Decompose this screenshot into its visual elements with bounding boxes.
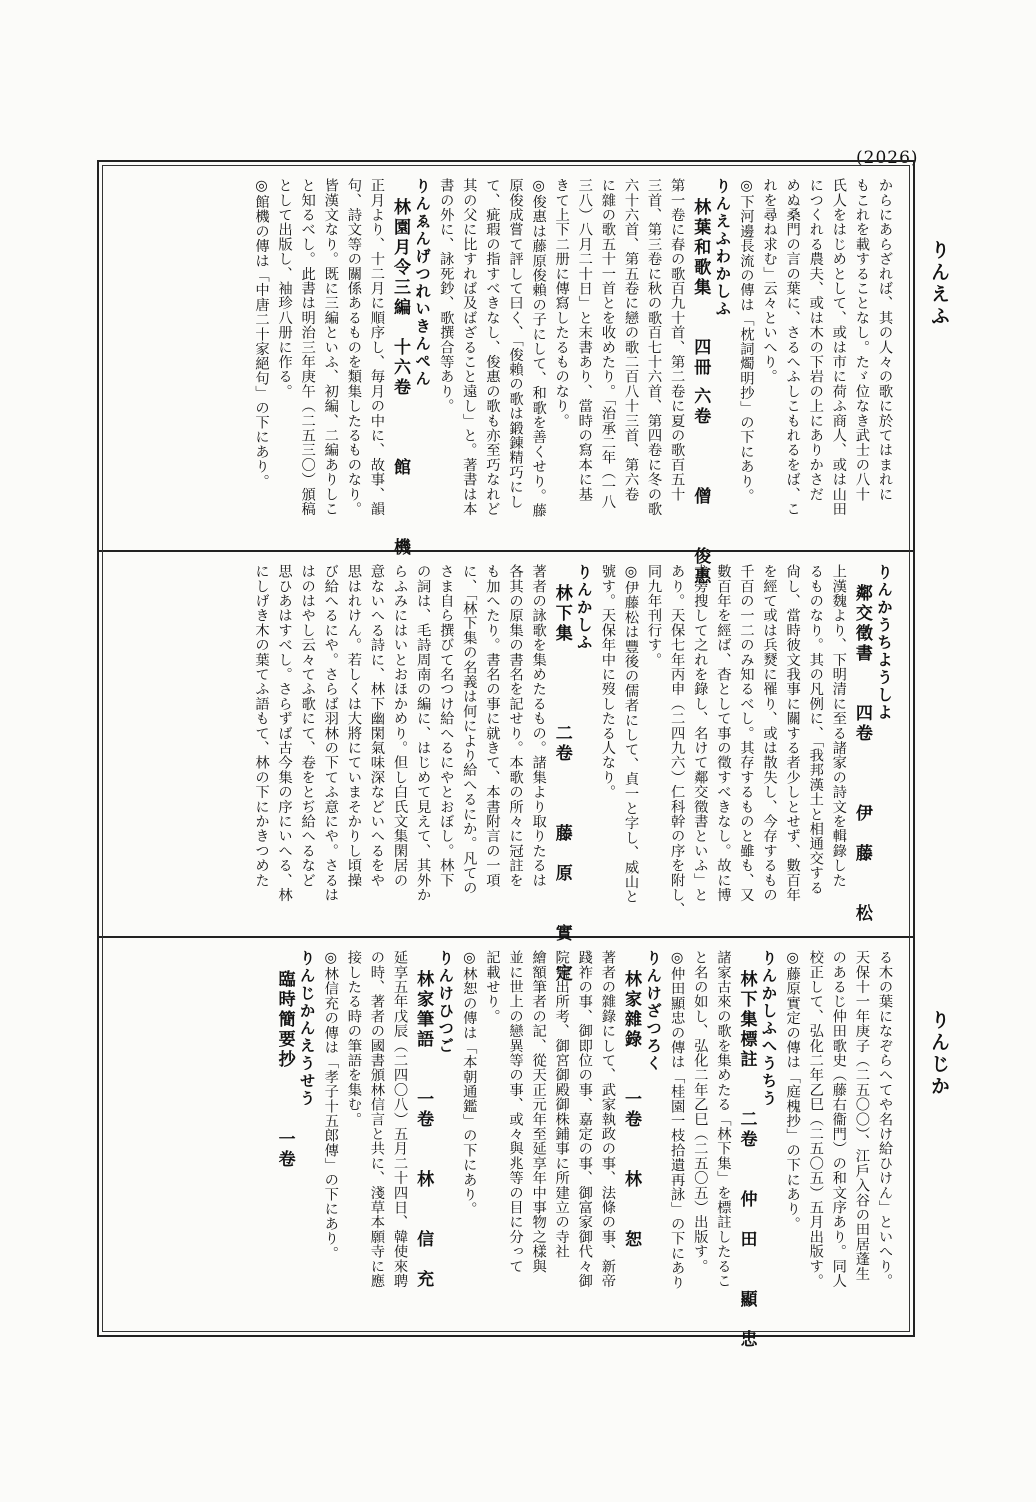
text-line: 繪額筆者の記、從天正元年至延享年中事物之樣與: [530, 950, 547, 1274]
biography-note: ◎藤原實定の傳は「庭槐抄」の下にあり。: [784, 950, 801, 1231]
text-line: 各其の原集の書名を記せり。本歌の所々に冠註を: [507, 564, 524, 888]
biography-note: ◎下河邊長流の傳は「枕詞燭明抄」の下にあり。: [738, 178, 755, 504]
biography-note: ◎俊惠は藤原俊賴の子にして、和歌を善くせり。藤: [530, 178, 547, 518]
entry-reading: りんかしふへうちう: [759, 950, 779, 1108]
text-line: からにあらざれば、其の人々の歌に於てはまれに: [877, 178, 893, 502]
text-line: として出版し、袖珍八册に作る。: [276, 178, 293, 399]
text-line: あり。天保七年丙申（二四九六）仁科幹の序を附し、: [669, 564, 686, 917]
text-line: 數百年を經ば、杳として事の徵すべきなし。故に博: [715, 564, 732, 903]
biography-note: ◎林信充の傳は「孝子十五郎傳」の下にあり。: [322, 950, 339, 1261]
text-line: にしげき木の葉てふ語もて、林の下にかきつめた: [253, 564, 270, 888]
text-line: 千百の一二のみ知るべし。其存するものと雖も、又: [738, 564, 755, 903]
section-bottom: [118, 950, 896, 1350]
entry-reading: りんかうちようしよ: [875, 564, 894, 722]
text-line: と名の如し、弘化二年乙巳（二五〇五）出版す。: [692, 950, 709, 1274]
text-line: 上漢魏より、下明清に至る諸家の詩文を輯錄した: [830, 564, 847, 888]
text-line: 號す。天保年中に歿したる人なり。: [599, 564, 616, 800]
entry-reading: りんけざつろく: [644, 950, 664, 1073]
text-line: 思はれけん。若しくは大將にていまそかりし頃操: [345, 564, 362, 888]
text-line: 記載せり。: [484, 950, 501, 1024]
text-line: につくれる農夫、或は木の下岩の上にありかさだ: [807, 178, 824, 502]
text-line: 正月より、十二月に順序し、毎月の中に、故事、韻: [368, 178, 385, 517]
text-line: と知るべし。此書は明治三年庚午（二五三〇）頒稿: [299, 178, 316, 517]
text-line: きて上下二册に傳寫したるものなり。: [553, 178, 570, 428]
section-divider-1: [99, 550, 913, 552]
text-line: のあるじ仲田歌史（藤右衞門）の和文序あり。同人: [830, 950, 847, 1289]
text-line: 句、詩文等の關係あるものを類集したるものなり。: [345, 178, 362, 517]
margin-heading-rinefu: りんえふ: [928, 240, 950, 328]
text-line: めぬ桑門の言の葉に、さるへふしこもれるをば、こ: [784, 178, 801, 517]
section-middle: [118, 564, 896, 984]
text-line: 思ひあはすべし。さらずば古今集の序にいへる、林: [276, 564, 293, 903]
text-line: を經て或は兵燹に罹り、或は散失し、今存するもの: [761, 564, 778, 903]
entry-title: 林家筆語 一卷 林 信 充: [413, 950, 434, 1290]
text-line: 六十六首、第五卷に戀の歌二百八十三首、第六卷: [622, 178, 639, 502]
entry-reading: りんかしふ: [574, 564, 594, 652]
text-line: る木の葉になぞらへてや名け給ひけん」といへり。: [877, 950, 893, 1289]
text-line: 原俊成嘗て評して曰く、「俊賴の歌は鍛錬精巧にし: [507, 178, 524, 509]
entry-reading: りんゑんげつれいきんぺん: [413, 178, 433, 388]
text-line: 校正して、弘化二年乙巳（二五〇五）五月出版す。: [807, 950, 824, 1289]
text-line: 著者の雜錄にして、武家執政の事、法條の事、新帝: [599, 950, 616, 1289]
text-line: 接したる時の筆語を集む。: [345, 950, 362, 1127]
text-line: に雜の歌五十一首とを收めたり。「治承二年（一八: [599, 178, 616, 509]
text-line: 並に世上の戀異等の事、或々與兆等の目に分って: [507, 950, 524, 1274]
text-line: 同九年刊行す。: [646, 564, 663, 667]
text-line: 天保十一年庚子（二五〇〇）、江戶入谷の田居蓬生: [853, 950, 870, 1281]
text-line: はのはやし云々てふ歌にて、卷をとぢ給へるなど: [299, 564, 316, 888]
entry-title: 林下集標註 二卷 仲 田 顯 忠: [736, 950, 757, 1350]
entry-title: 臨時簡要抄 一卷: [274, 950, 295, 1170]
text-line: び給へるにや。さらば羽林の下てふ意にや。さるは: [322, 564, 339, 903]
text-line: 氏人をはじめとして、或は市に荷ふ商人、或は山田: [830, 178, 847, 517]
entry-title: 林葉和歌集 四冊 六卷 僧 俊惠: [690, 178, 711, 587]
text-line: の詞は、毛詩周南の編に、はじめて見えて、其外か: [415, 564, 432, 903]
text-line: 其の父に比すれば及ばざること遠し」と。著書は本: [461, 178, 478, 517]
entry-title: 林下集 二卷 藤 原 實 定: [551, 564, 572, 984]
text-line: 三首、第三卷に秋の歌百七十六首、第四卷に冬の歌: [646, 178, 663, 517]
entry-title: 林家雜錄 一卷 林 恕: [620, 950, 641, 1250]
text-line: さま自ら撰びて名つけ給へるにやとおぼし。林下: [438, 564, 455, 888]
entry-reading: りんけひつご: [436, 950, 456, 1055]
text-line: 求旁搜して之れを錄し、名けて鄰交徵書といふ」と: [692, 564, 709, 903]
text-line: 書の外に、詠死鈔、歌撰合等あり。: [438, 178, 455, 414]
text-line: 延享五年戊辰（二四〇八）五月二十四日、韓使來聘: [392, 950, 409, 1289]
text-line: に、「林下集の名義は何により給へるにか。凡ての: [461, 564, 478, 895]
text-line: 尙し、當時彼文我事に關する者少しとせず、數百年: [784, 564, 801, 903]
text-line: の時、著者の國書頒林信言と共に、淺草本願寺に應: [368, 950, 385, 1289]
entry-title: 林園月令三編 十六卷 館 機: [390, 178, 411, 558]
text-line: れを尋ね求む」云々といへり。: [761, 178, 778, 384]
section-top: [118, 178, 896, 587]
text-line: 踐祚の事、御即位の事、嘉定の事、御富家御代々御: [576, 950, 593, 1289]
biography-note: ◎伊藤松は豐後の儒者にして、貞一と字し、威山と: [622, 564, 639, 904]
text-line: 院號出所考、御宮御殿御株鋪事に所建立の寺社: [553, 950, 570, 1259]
entry-title: 鄰交徵書 四卷 伊 藤 松: [851, 564, 872, 924]
entry-reading: りんえふわかしふ: [713, 178, 733, 318]
text-line: て、疵瑕の指すべきなし、俊惠の歌も亦至巧なれど: [484, 178, 501, 517]
text-line: 第一卷に春の歌百九十首、第二卷に夏の歌百五十: [669, 178, 686, 502]
biography-note: ◎林恕の傳は「本朝通鑑」の下にあり。: [461, 950, 478, 1217]
biography-note: ◎仲田顯忠の傳は「桂園一枝拾遺再詠」の下にあり: [669, 950, 686, 1290]
text-line: 意ないへる詩に、林下幽閑氣味深などいへるをや: [368, 564, 385, 888]
text-line: もこれを載することなし。たゞ位なき武士の八十: [853, 178, 870, 502]
text-line: 皆漢文なり。既に三編といふ、初編、二編ありしこ: [322, 178, 339, 517]
page-number: (2026): [856, 148, 919, 168]
text-line: らふみにはいとおほかめり。但し白氏文集閑居の: [392, 564, 409, 888]
text-line: 諸家古來の歌を集めたる「林下集」を標註したるこ: [715, 950, 732, 1289]
biography-note: ◎館機の傳は「中唐二十家絕句」の下にあり。: [253, 178, 270, 489]
margin-heading-rinjika: りんじか: [928, 1010, 950, 1098]
text-line: 三八）八月二十日」と末書あり、當時の寫本に基: [576, 178, 593, 502]
text-line: るものなり。其の凡例に、「我邦漢土と相通交する: [807, 564, 824, 895]
section-divider-2: [99, 936, 913, 938]
text-line: も加へたり。書名の事に就きて、本書附言の一項: [484, 564, 501, 888]
text-line: 著者の詠歌を集めたるもの。諸集より取りたるは: [530, 564, 547, 888]
entry-reading: りんじかんえうせう: [297, 950, 317, 1108]
